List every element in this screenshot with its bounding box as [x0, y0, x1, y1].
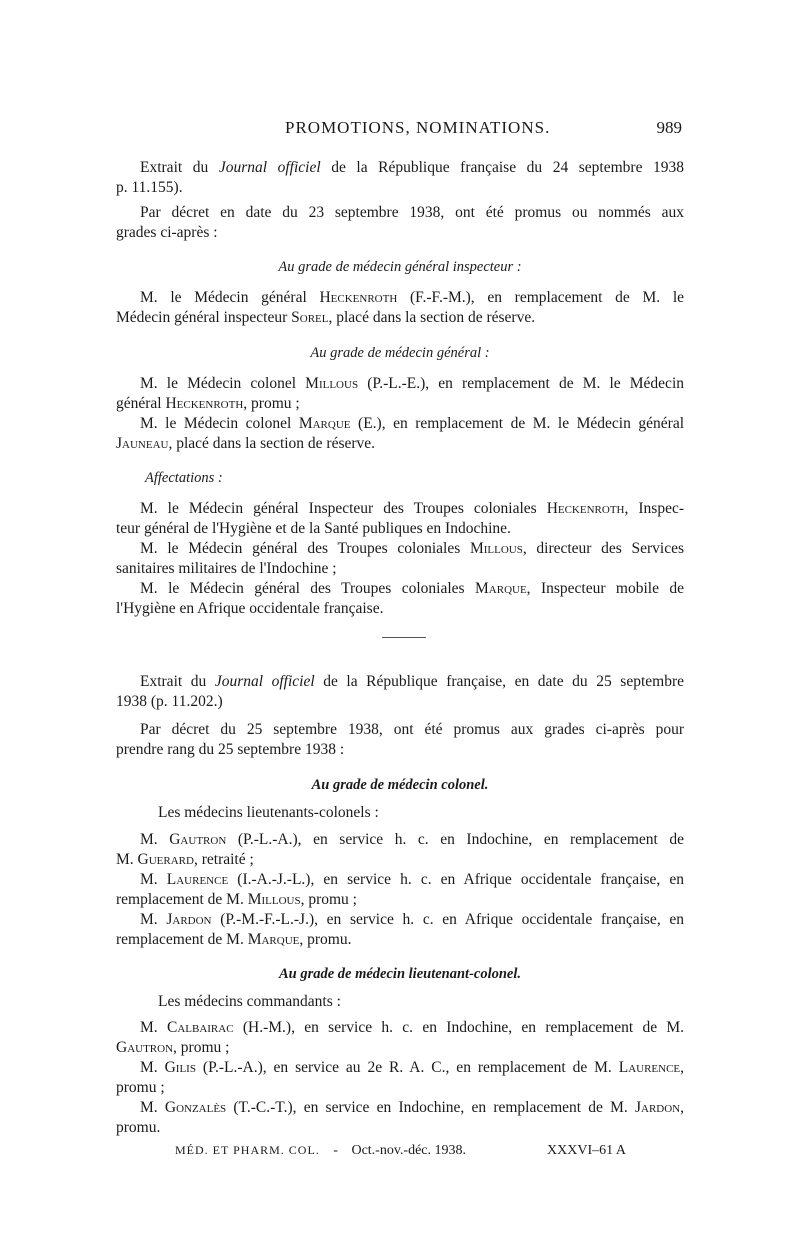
s1-p6-line1: M. le Médecin général des Troupes coloniales Marque, Inspecteur mobile de	[140, 580, 684, 597]
s1-heading-inspecteur: Au grade de médecin général inspecteur :	[278, 259, 522, 275]
s2-p3-line2: remplacement de M. Marque, promu.	[116, 931, 352, 948]
s1-p5-line1: M. le Médecin général des Troupes coloniales Millous, directeur des Services	[140, 540, 684, 557]
s1-p1-line1: M. le Médecin général Heckenroth (F.-F.-M.), en remplacement de M. le	[140, 289, 685, 306]
s1-p2-line1: M. le Médecin colonel Millous (P.-L.-E.), en remplacement de M. le Médecin	[140, 375, 684, 392]
s1-intro-line1: Extrait du Journal officiel de la République française du 24 septembre 1938	[140, 159, 685, 176]
footer-code: XXXVI–61 A	[547, 1143, 626, 1158]
s2-p1-line2: M. Guerard, retraité ;	[116, 851, 254, 868]
s1-p4-line1: M. le Médecin général Inspecteur des Troupes coloniales Heckenroth, Inspec-	[140, 500, 684, 517]
section-divider	[382, 637, 426, 638]
s2-p2-line2: remplacement de M. Millous, promu ;	[116, 891, 357, 908]
s1-heading-affectations: Affectations :	[145, 470, 223, 486]
s1-p2-line2: général Heckenroth, promu ;	[116, 395, 300, 412]
s1-p1-line2: Médecin général inspecteur Sorel, placé dans la section de réserve.	[116, 309, 536, 326]
s2-p6-line1: M. Gonzalès (T.-C.-T.), en service en Indochine, en remplacement de M. Jardon,	[140, 1099, 685, 1116]
s1-p4-line2: teur général de l'Hygiène et de la Santé publiques en Indochine.	[116, 520, 511, 537]
s1-intro-line2: p. 11.155).	[116, 179, 183, 196]
s2-heading-colonel: Au grade de médecin colonel.	[311, 777, 489, 793]
s2-heading-lieutenant-colonel: Au grade de médecin lieutenant-colonel.	[278, 966, 522, 982]
s1-decree-line2: grades ci-après :	[116, 224, 218, 241]
s1-p3-line2: Jauneau, placé dans la section de réserve.	[116, 435, 376, 452]
running-head-title: PROMOTIONS, NOMINATIONS.	[285, 118, 551, 137]
s1-decree-line1: Par décret en date du 23 septembre 1938, ont été promus ou nommés aux	[140, 204, 684, 221]
s2-p1-line1: M. Gautron (P.-L.-A.), en service h. c. en Indochine, en remplacement de	[140, 831, 685, 848]
s2-p2-line1: M. Laurence (I.-A.-J.-L.), en service h. c. en Afrique occidentale française, en	[140, 871, 685, 888]
s2-p3-line1: M. Jardon (P.-M.-F.-L.-J.), en service h. c. en Afrique occidentale française, en	[140, 911, 685, 928]
footer-dash: -	[333, 1143, 338, 1158]
s2-p6-line2: promu.	[116, 1119, 161, 1136]
s2-p5-line1: M. Gilis (P.-L.-A.), en service au 2e R. A. C., en remplacement de M. Laurence,	[140, 1059, 685, 1076]
s1-p3-line1: M. le Médecin colonel Marque (E.), en remplacement de M. le Médecin général	[140, 415, 685, 432]
s1-p6-line2: l'Hygiène en Afrique occidentale française.	[116, 600, 384, 617]
footer-date: Oct.-nov.-déc. 1938.	[351, 1143, 467, 1158]
footer-journal: MÉD. ET PHARM. COL.	[175, 1143, 320, 1157]
s2-intro-line2: 1938 (p. 11.202.)	[116, 693, 223, 710]
s2-decree-line2: prendre rang du 25 septembre 1938 :	[116, 741, 345, 758]
s2-decree-line1: Par décret du 25 septembre 1938, ont été promus aux grades ci-après pour	[140, 721, 684, 738]
s2-p4-line1: M. Calbairac (H.-M.), en service h. c. en Indochine, en remplacement de M.	[140, 1019, 685, 1036]
s2-intro-line1: Extrait du Journal officiel de la République française, en date du 25 septembre	[140, 673, 684, 690]
s2-p5-line2: promu ;	[116, 1079, 165, 1096]
page-footer	[175, 1143, 626, 1159]
s2-lead-commandants: Les médecins commandants :	[158, 993, 341, 1010]
s2-lead-colonels: Les médecins lieutenants-colonels :	[158, 804, 379, 821]
s1-p5-line2: sanitaires militaires de l'Indochine ;	[116, 560, 337, 577]
s2-p4-line2: Gautron, promu ;	[116, 1039, 230, 1056]
s1-heading-general: Au grade de médecin général :	[310, 345, 490, 361]
page-number: 989	[656, 118, 682, 137]
